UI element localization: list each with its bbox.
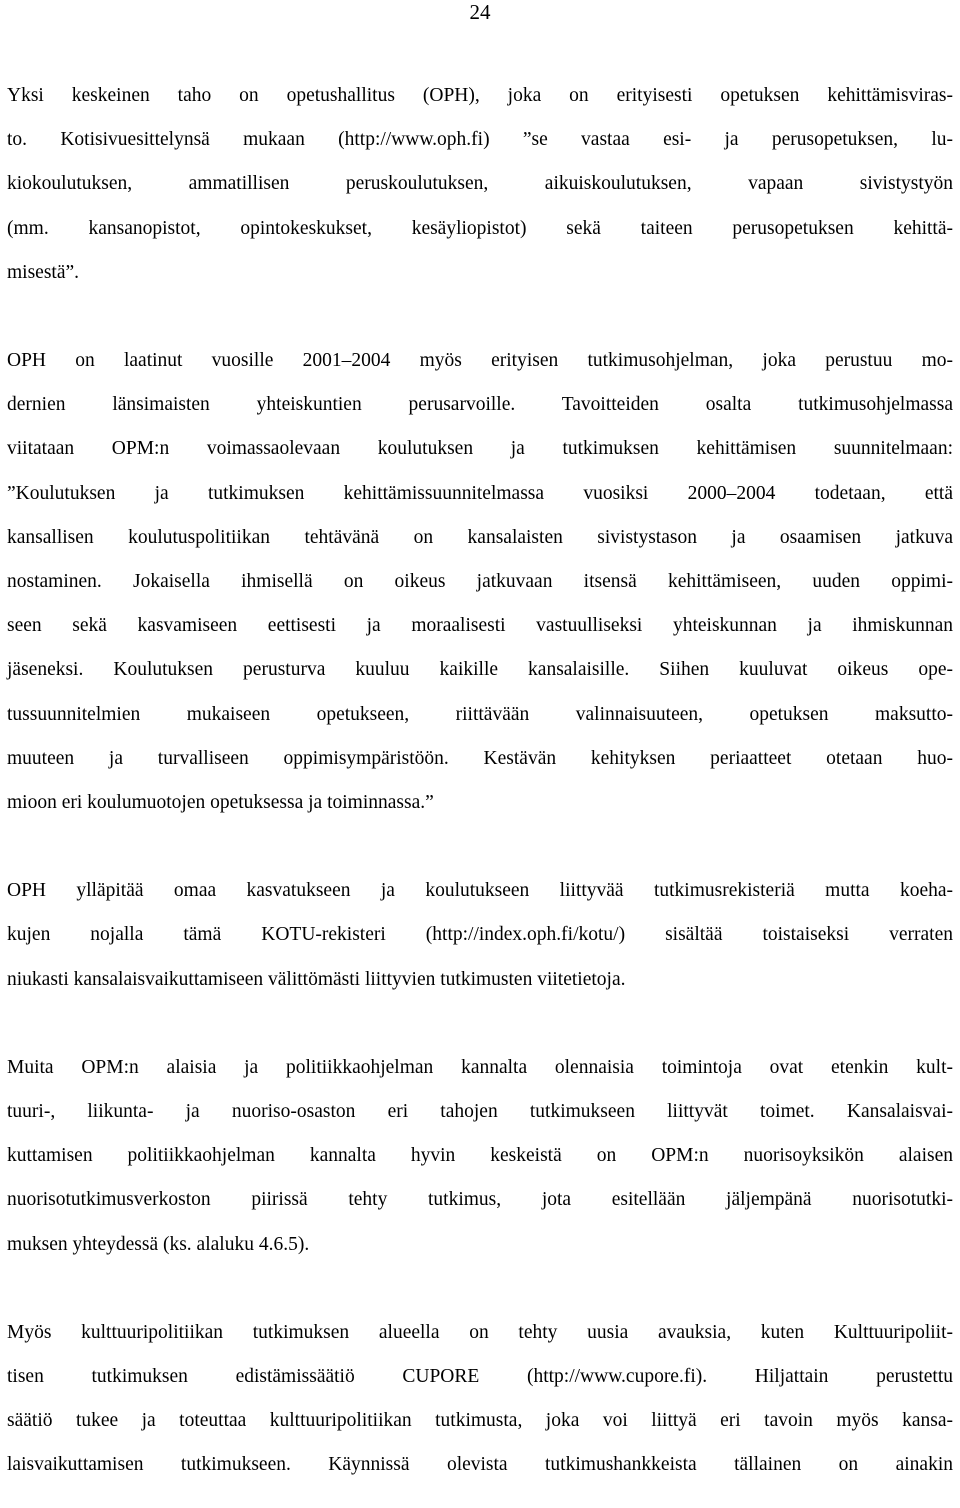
paragraph-gap <box>7 1002 953 1046</box>
text-line: kujen nojalla tämä KOTU-rekisteri (http://index.oph.fi/kotu/) sisältää toistaiseksi verraten <box>7 924 953 946</box>
text-line: viitataan OPM:n voimassaolevaan koulutuksen ja tutkimuksen kehittämisen suunnitelmaan: <box>7 438 953 460</box>
text-line: (mm. kansanopistot, opintokeskukset, kesäyliopistot) sekä taiteen perusopetuksen kehittä- <box>7 217 953 239</box>
text-line: misestä”. <box>7 261 80 283</box>
paragraph-gap <box>7 1267 953 1311</box>
text-line: tisen tutkimuksen edistämissäätiö CUPORE (http://www.cupore.fi). Hiljattain perustettu <box>7 1366 953 1388</box>
text-line: nuorisotutkimusverkoston piirissä tehty tutkimus, jota esitellään jäljempänä nuorisotutki- <box>7 1189 953 1211</box>
text-line: niukasti kansalaisvaikuttamiseen välittömästi liittyvien tutkimusten viitetietoja. <box>7 968 626 990</box>
page-number: 24 <box>469 0 491 24</box>
paragraph-gap <box>7 825 953 869</box>
text-line: kansallisen koulutuspolitiikan tehtävänä on kansalaisten sivistystason ja osaamisen jatkuva <box>7 526 953 548</box>
document-body <box>7 74 953 1488</box>
text-line: to. Kotisivuesittelynsä mukaan (http://www.oph.fi) ”se vastaa esi- ja perusopetuksen, lu- <box>7 129 953 151</box>
paragraph-oph-intro <box>7 74 953 295</box>
paragraph-cupore <box>7 1311 953 1488</box>
text-line: tuuri-, liikunta- ja nuoriso-osaston eri tahojen tutkimukseen liittyvät toimet. Kansalaisvai- <box>7 1101 953 1123</box>
text-line: laisvaikuttamisen tutkimukseen. Käynnissä olevista tutkimushankkeista tällainen on ainakin <box>7 1454 953 1476</box>
paragraph-kotu-register <box>7 869 953 1002</box>
text-line: dernien länsimaisten yhteiskuntien perusarvoille. Tavoitteiden osalta tutkimusohjelmassa <box>7 394 953 416</box>
text-line: OPH on laatinut vuosille 2001–2004 myös erityisen tutkimusohjelman, joka perustuu mo- <box>7 350 953 372</box>
paragraph-research-programme <box>7 339 953 825</box>
text-line: Muita OPM:n alaisia ja politiikkaohjelman kannalta olennaisia toimintoja ovat etenkin kult- <box>7 1056 953 1078</box>
text-line: Myös kulttuuripolitiikan tutkimuksen alueella on tehty uusia avauksia, kuten Kulttuuripoliit- <box>7 1321 953 1343</box>
text-line: muksen yhteydessä (ks. alaluku 4.6.5). <box>7 1233 310 1255</box>
paragraph-gap <box>7 295 953 339</box>
text-line: nostaminen. Jokaisella ihmisellä on oikeus jatkuvaan itsensä kehittämiseen, uuden oppimi- <box>7 571 953 593</box>
text-line: mioon eri koulumuotojen opetuksessa ja toiminnassa.” <box>7 792 434 814</box>
paragraph-opm-units <box>7 1046 953 1267</box>
text-line: kuttamisen politiikkaohjelman kannalta hyvin keskeistä on OPM:n nuorisoyksikön alaisen <box>7 1145 953 1167</box>
text-line: tussuunnitelmien mukaiseen opetukseen, riittävään valinnaisuuteen, opetuksen maksutto- <box>7 703 953 725</box>
text-line: jäseneksi. Koulutuksen perusturva kuuluu kaikille kansalaisille. Siihen kuuluvat oikeus ope- <box>7 659 953 681</box>
text-line: seen sekä kasvamiseen eettisesti ja moraalisesti vastuulliseksi yhteiskunnan ja ihmiskunnan <box>7 615 953 637</box>
text-line: muuteen ja turvalliseen oppimisympäristöön. Kestävän kehityksen periaatteet otetaan huo- <box>7 747 953 769</box>
text-line: ”Koulutuksen ja tutkimuksen kehittämissuunnitelmassa vuosiksi 2000–2004 todetaan, että <box>7 482 953 504</box>
text-line: Yksi keskeinen taho on opetushallitus (OPH), joka on erityisesti opetuksen kehittämisviras- <box>7 85 953 106</box>
text-line: säätiö tukee ja toteuttaa kulttuuripolitiikan tutkimusta, joka voi liittyä eri tavoin myös kansa- <box>7 1410 953 1432</box>
text-line: OPH ylläpitää omaa kasvatukseen ja koulutukseen liittyvää tutkimusrekisteriä mutta koeha- <box>7 880 953 902</box>
text-line: kiokoulutuksen, ammatillisen peruskoulutuksen, aikuiskoulutuksen, vapaan sivistystyön <box>7 173 953 195</box>
